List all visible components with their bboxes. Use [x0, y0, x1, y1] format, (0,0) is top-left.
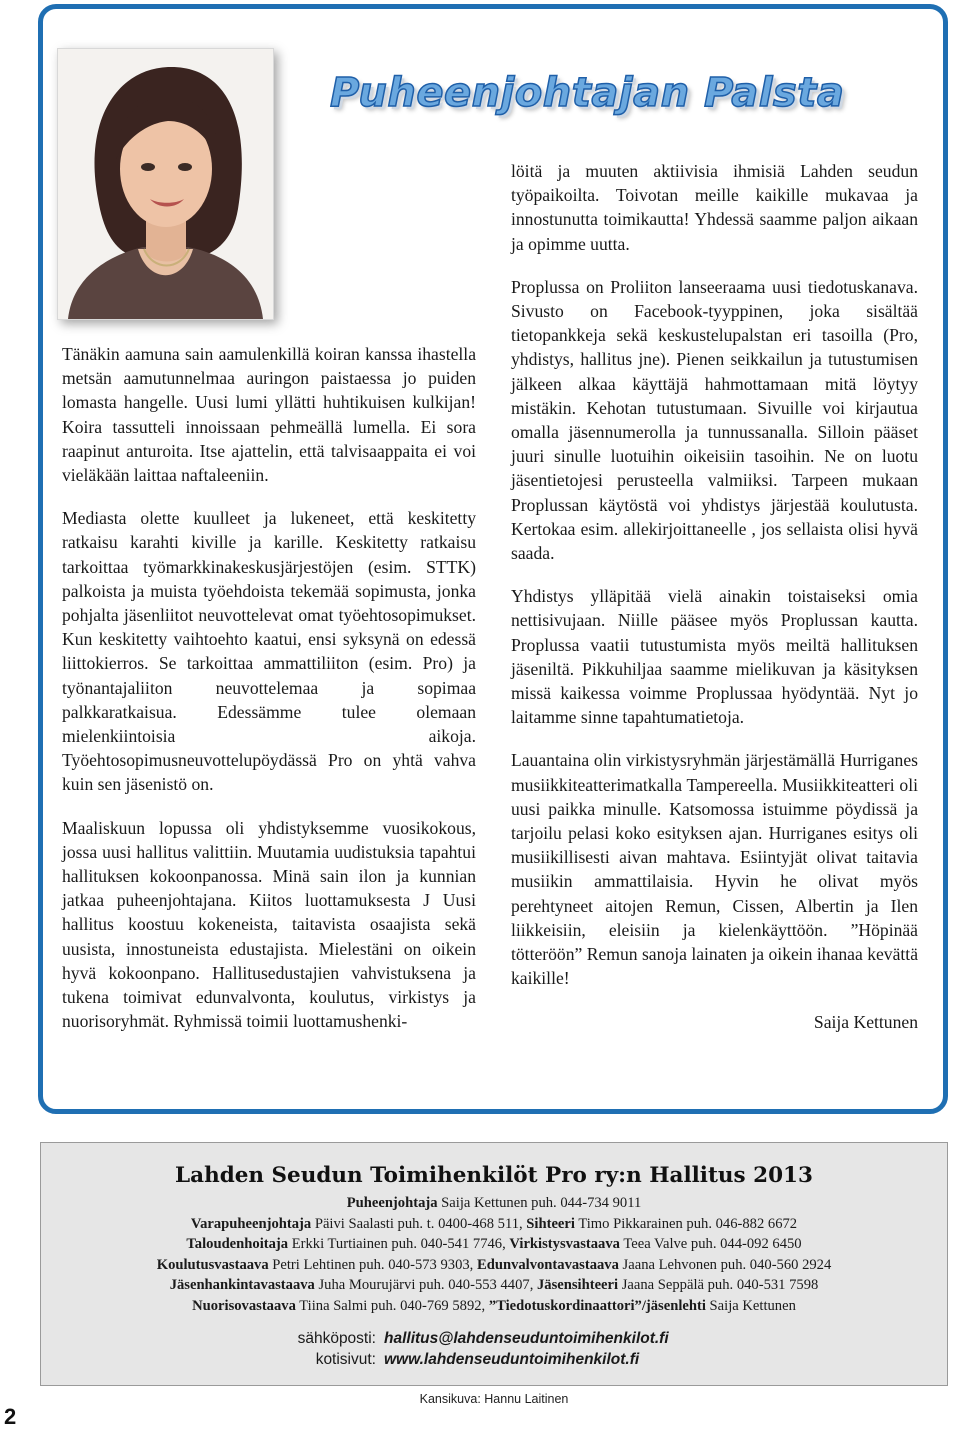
board-role: Koulutusvastaava: [156, 1256, 269, 1273]
board-line: [41, 1234, 947, 1255]
page-heading: Puheenjohtajan Palsta: [330, 70, 845, 116]
signature: Saija Kettunen: [813, 1011, 918, 1032]
board-line: [41, 1193, 947, 1214]
board-title: Lahden Seudun Toimihenkilöt Pro ry:n Hallitus 2013: [175, 1163, 813, 1188]
board-info: Erkki Turtiainen puh. 040-541 7746,: [288, 1236, 510, 1252]
board-line: [41, 1296, 947, 1317]
board-role: Virkistysvastaava: [509, 1236, 620, 1252]
board-line: [41, 1214, 947, 1235]
board-info: Jaana Seppälä puh. 040-531 7598: [618, 1277, 819, 1293]
portrait-illustration: [58, 49, 273, 319]
board-role: Sihteeri: [526, 1215, 575, 1232]
website-link[interactable]: www.lahdenseuduntoimihenkilot.fi: [384, 1351, 640, 1368]
left-column: [62, 342, 476, 1033]
paragraph: Yhdistys ylläpitää vielä ainakin toistaiseksi omia nettisivujaan. Niille pääsee myös Proplussan kautta. Proplussa vaatii tutustumista myös meiltä hallituksen jäseniltä. Pikkuhiljaa saamme mielikuvan ja käsityksen missä kaikessa voimme Proplussaa hyödyntää. Nyt jo laitamme sinne tapahtumatietoja.: [511, 586, 918, 728]
board-info: Tiina Salmi puh. 040-769 5892,: [295, 1297, 489, 1314]
board-info: Saija Kettunen: [705, 1297, 796, 1314]
board-role: Jäsensihteeri: [537, 1277, 619, 1293]
paragraph: Proplussa on Proliiton lanseeraama uusi tiedotuskanava. Sivusto on Facebook-tyyppinen, joka sisältää tietopankkeja sekä keskustelupalstan eri tasoilla (Pro, yhdistys, hallitus jne). Pienen seikkailun ja tutustumisen jälkeen alkaa käyttäjä hahmottamaan mitä löytyy mistäkin. Kehotan tutustumaan. Sivuille voi kirjautua omalla jäsennumerolla ja tunnussanalla. Silloin pääset juuri sinulle luotuihin oikeisiin tasoihin. Ne on luotu jäsentietojesi perusteella valmiiksi. Tarpeen mukaan Proplussan käytöstä voi yhdistys järjestää koulutusta. Kertokaa esim. allekirjoittaneelle , jos sellaista olisi hyvä saada.: [511, 276, 918, 564]
board-line: [41, 1275, 947, 1296]
board-role: Edunvalvontavastaava: [476, 1256, 619, 1273]
web-label: kotisivut:: [315, 1351, 376, 1368]
board-info: Jaana Lehvonen puh. 040-560 2924: [618, 1256, 832, 1273]
paragraph: Maaliskuun lopussa oli yhdistyksemme vuosikokous, jossa uusi hallitus valittiin. Muutamia uudistuksia tapahtui hallituksen kokoonpanossa. Minä sain ilon ja kunnian jatkaa puheenjohtajana. Kiitos luottamuksesta J Uusi hallitus koostuu kokeneista, taitavista osaajista sekä uusista, innostuneista edustajista. Mielestäni on oikein hyvä kokoonpano. Hallitusedustajien vahvistuksena ja tukena toimivat edunvalvonta, koulutus, virkistys ja nuorisoryhmät. Ryhmissä toimii luottamushenki-: [62, 817, 476, 1032]
web-row: [41, 1349, 947, 1370]
board-info: Juha Mourujärvi puh. 040-553 4407,: [314, 1277, 537, 1293]
paragraph: Mediasta olette kuulleet ja lukeneet, että keskitetty ratkaisu karahti kiville ja karille. Keskitetty ratkaisu tarkoittaa työmarkkinakeskusjärjestöjen (esim. STTK) palkoista ja muista työehdoista tekemää sopimusta, jonka pohjalta jäsenliitot neuvottelevat omat työehtosopimukset. Kun keskitetty vaihtoehto kaatui, ensi syksynä on edessä liittokierros. Se tarkoittaa ammattiliiton (esim. Pro) ja työnantajaliiton neuvottelemaa ja sopimaa palkkaratkaisua. Edessämme tulee olemaan mielenkiintoisia aikoja. Työehtosopimusneuvottelupöydässä Pro on yhtä vahva kuin sen jäsenistö on.: [62, 508, 476, 795]
board-info: Päivi Saalasti puh. t. 0400-468 511,: [311, 1215, 527, 1232]
email-link[interactable]: hallitus@lahdenseuduntoimihenkilot.fi: [384, 1330, 669, 1347]
board-role: Puheenjohtaja: [346, 1195, 438, 1211]
email-label: sähköposti:: [297, 1330, 376, 1347]
board-line: [41, 1255, 947, 1276]
email-row: [41, 1328, 947, 1349]
right-column: [511, 159, 918, 1034]
board-role: Nuorisovastaava: [192, 1297, 296, 1314]
board-info: Petri Lehtinen puh. 040-573 9303,: [268, 1256, 477, 1273]
board-info: Timo Pikkarainen puh. 046-882 6672: [574, 1215, 798, 1232]
board-info: Teea Valve puh. 044-092 6450: [619, 1236, 802, 1252]
board-info: Saija Kettunen puh. 044-734 9011: [437, 1195, 642, 1211]
portrait-photo: [57, 48, 274, 320]
board-info-box: [40, 1142, 948, 1386]
board-members: [41, 1193, 947, 1316]
paragraph: löitä ja muuten aktiivisia ihmisiä Lahden seudun työpaikoilta. Toivotan meille kaikille mukavaa ja innostunutta toimikautta! Yhdessä saamme paljon aikaan ja opimme uutta.: [511, 161, 918, 254]
paragraph: Tänäkin aamuna sain aamulenkillä koiran kanssa ihastella metsän aamutunnelmaa auringon paistaessa jo puiden lomasta hangelle. Uusi lumi yllätti huhtikuisen kulkijan! Koira tassutteli innoissaan pehmeällä lumella. Ei sora raapinut anturoita. Itse ajattelin, että talvisaappaita ei voi vieläkään laittaa naftaleeniin.: [62, 344, 476, 486]
contact-block: [41, 1328, 947, 1370]
board-role: ”Tiedotuskordinaattori”/jäsenlehti: [488, 1297, 706, 1314]
paragraph: Lauantaina olin virkistysryhmän järjestämällä Hurriganes musiikkiteatterimatkalla Tampereella. Musiikkiteatteri oli uusi paikka minulle. Katsomossa istuimme pöydissä ja tarjoilu pelasi koko esityksen ajan. Hurriganes esitys oli musiikillisesti aivan mahtava. Esiintyjät olivat taitavia musiikin ammattilaisia. Hyvin he olivat myös perehtyneet aitojen Remun, Cissen, Albertin ja Ilen liikkeisiin, eleisiin ja kielenkäyttöön. ”Höpinää tötteröön” Remun sanoja lainaten ja oikein ihanaa kevättä kaikille!: [511, 750, 918, 989]
page-number: 2: [4, 1404, 17, 1429]
board-role: Jäsenhankintavastaava: [169, 1277, 315, 1293]
cover-credit: Kansikuva: Hannu Laitinen: [419, 1392, 569, 1406]
board-role: Taloudenhoitaja: [186, 1236, 289, 1252]
board-role: Varapuheenjohtaja: [190, 1215, 312, 1232]
